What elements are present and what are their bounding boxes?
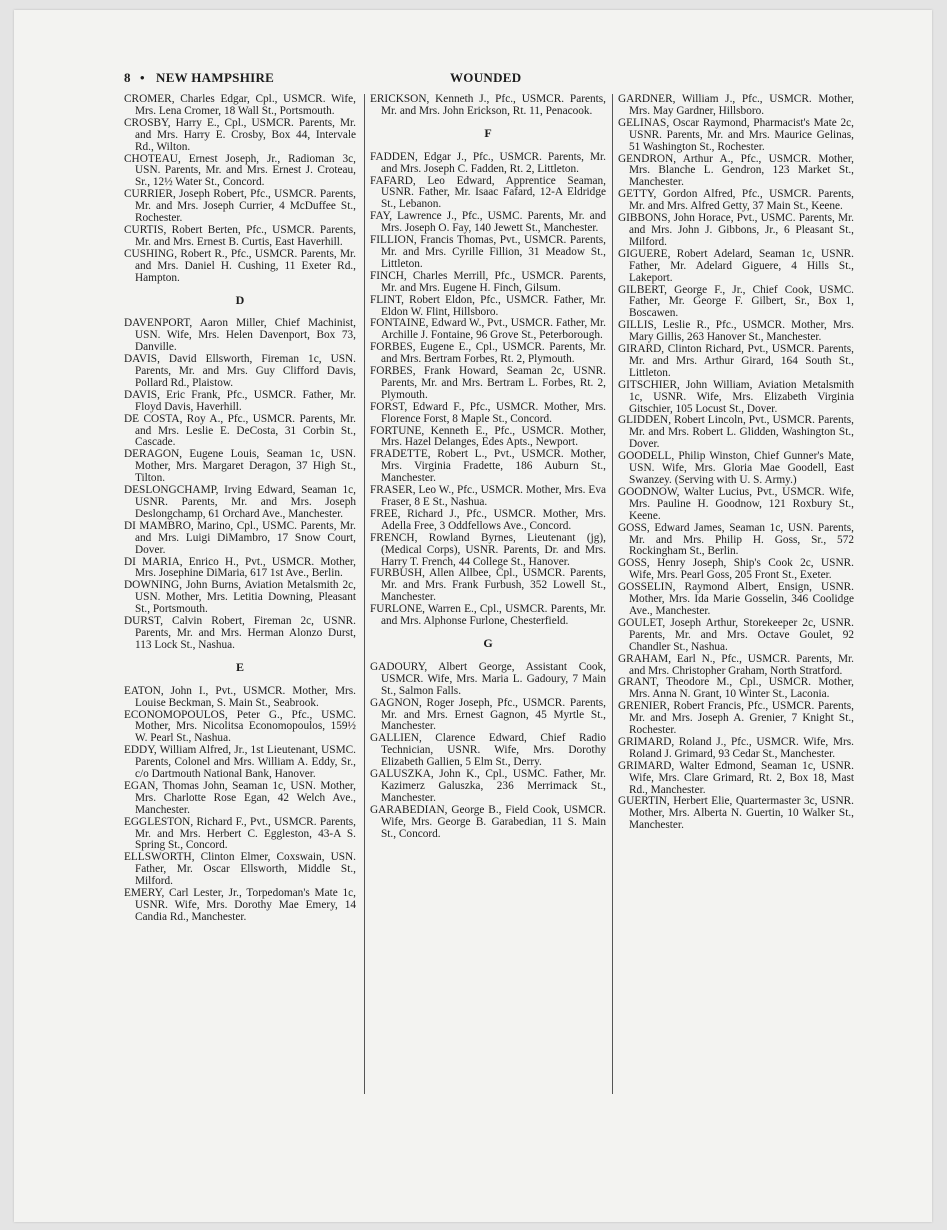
list-entry: GRANT, Theodore M., Cpl., USMCR. Mother, Mrs. Anna N. Grant, 10 Winter St., Laconia.	[618, 676, 854, 701]
list-entry: GOODELL, Philip Winston, Chief Gunner's Mate, USN. Wife, Mrs. Gloria Mae Goodell, East Swanzey. (Serving with U. S. Army.)	[618, 450, 854, 486]
list-entry: GILBERT, George F., Jr., Chief Cook, USMC. Father, Mr. George F. Gilbert, Sr., Box 1, Boscawen.	[618, 283, 854, 320]
section-letter: F	[484, 125, 492, 140]
list-entry: DESLONGCHAMP, Irving Edward, Seaman 1c, USNR. Parents, Mr. and Mrs. Joseph Deslongchamp, 61 Orchard Ave., Manchester.	[124, 484, 356, 520]
list-entry: FADDEN, Edgar J., Pfc., USMCR. Parents, Mr. and Mrs. Joseph C. Fadden, Rt. 2, Littleton.	[370, 150, 606, 175]
list-entry: CROSBY, Harry E., Cpl., USMCR. Parents, Mr. and Mrs. Harry E. Crosby, Box 44, Intervale Rd., Wilton.	[124, 116, 356, 153]
section-letter: D	[235, 292, 245, 307]
list-entry: DURST, Calvin Robert, Fireman 2c, USNR. Parents, Mr. and Mrs. Herman Alonzo Durst, 113 Lock St., Nashua.	[124, 615, 356, 651]
list-entry: GENDRON, Arthur A., Pfc., USMCR. Mother, Mrs. Blanche L. Gendron, 123 Market St., Manchester.	[618, 152, 854, 189]
column-divider	[612, 94, 613, 1094]
list-entry: DAVENPORT, Aaron Miller, Chief Machinist, USN. Wife, Mrs. Helen Davenport, Box 73, Danville.	[124, 317, 356, 354]
list-entry: EMERY, Carl Lester, Jr., Torpedoman's Mate 1c, USNR. Wife, Mrs. Dorothy Mae Emery, 14 Candia Rd., Manchester.	[124, 887, 356, 923]
list-entry: GITSCHIER, John William, Aviation Metalsmith 1c, USNR. Wife, Mrs. Elizabeth Virginia Gitschier, 105 Locust St., Dover.	[618, 378, 854, 415]
page-header	[124, 70, 852, 88]
list-entry: DERAGON, Eugene Louis, Seaman 1c, USN. Mother, Mrs. Margaret Deragon, 37 High St., Tilton.	[124, 448, 356, 485]
list-entry: DI MAMBRO, Marino, Cpl., USMC. Parents, Mr. and Mrs. Luigi DiMambro, 17 Snow Court, Dover.	[124, 519, 356, 556]
list-entry: CURRIER, Joseph Robert, Pfc., USMCR. Parents, Mr. and Mrs. Joseph Currier, 4 McDuffee St., Rochester.	[124, 188, 356, 225]
page-number: 8	[124, 70, 131, 85]
list-entry: DAVIS, Eric Frank, Pfc., USMCR. Father, Mr. Floyd Davis, Haverhill.	[124, 388, 356, 413]
list-entry: ERICKSON, Kenneth J., Pfc., USMCR. Parents, Mr. and Mrs. John Erickson, Rt. 11, Penacook.	[370, 94, 606, 117]
column-divider	[364, 94, 365, 1094]
list-entry: FRENCH, Rowland Byrnes, Lieutenant (jg), (Medical Corps), USNR. Parents, Dr. and Mrs. Harry T. French, 44 College St., Hanover.	[370, 531, 606, 568]
list-entry: FURLONE, Warren E., Cpl., USMCR. Parents, Mr. and Mrs. Alphonse Furlone, Chesterfield.	[370, 603, 606, 628]
list-entry: GLIDDEN, Robert Lincoln, Pvt., USMCR. Parents, Mr. and Mrs. Robert L. Glidden, Washington St., Dover.	[618, 414, 854, 451]
list-entry: GIGUERE, Robert Adelard, Seaman 1c, USNR. Father, Mr. Adelard Giguere, 4 Hills St., Lakeport.	[618, 247, 854, 284]
list-entry: FAFARD, Leo Edward, Apprentice Seaman, USNR. Father, Mr. Isaac Fafard, 12-A Eldridge St., Lebanon.	[370, 174, 606, 211]
list-entry: GRIMARD, Walter Edmond, Seaman 1c, USNR. Wife, Mrs. Clare Grimard, Rt. 2, Box 18, Mast Rd., Manchester.	[618, 759, 854, 796]
list-entry: DI MARIA, Enrico H., Pvt., USMCR. Mother, Mrs. Josephine DiMaria, 617 1st Ave., Berlin.	[124, 555, 356, 580]
list-entry: GOSS, Edward James, Seaman 1c, USN. Parents, Mr. and Mrs. Philip H. Goss, Sr., 572 Rockingham St., Berlin.	[618, 521, 854, 558]
list-entry: GETTY, Gordon Alfred, Pfc., USMCR. Parents, Mr. and Mrs. Alfred Getty, 37 Main St., Keene.	[618, 188, 854, 213]
list-entry: FAY, Lawrence J., Pfc., USMC. Parents, Mr. and Mrs. Joseph O. Fay, 140 Jewett St., Manchester.	[370, 210, 606, 235]
list-entry: EGGLESTON, Richard F., Pvt., USMCR. Parents, Mr. and Mrs. Herbert C. Eggleston, 43-A S. Spring St., Concord.	[124, 815, 356, 852]
list-entry: GARABEDIAN, George B., Field Cook, USMCR. Wife, Mrs. George B. Garabedian, 11 S. Main St., Concord.	[370, 803, 606, 840]
list-entry: GELINAS, Oscar Raymond, Pharmacist's Mate 2c, USNR. Parents, Mr. and Mrs. Maurice Gelinas, 51 Washington St., Rochester.	[618, 116, 854, 153]
list-entry: FORTUNE, Kenneth E., Pfc., USMCR. Mother, Mrs. Hazel Delanges, Edes Apts., Newport.	[370, 424, 606, 449]
list-entry: GADOURY, Albert George, Assistant Cook, USMCR. Wife, Mrs. Maria L. Gadoury, 7 Main St., Salmon Falls.	[370, 660, 606, 697]
column-2	[370, 94, 606, 1204]
list-entry: GOSSELIN, Raymond Albert, Ensign, USNR. Mother, Mrs. Ida Marie Gosselin, 346 Coolidge Ave., Manchester.	[618, 581, 854, 617]
list-entry: FORBES, Frank Howard, Seaman 2c, USNR. Parents, Mr. and Mrs. Bertram L. Forbes, Rt. 2, Plymouth.	[370, 365, 606, 401]
list-entry: CURTIS, Robert Berten, Pfc., USMCR. Parents, Mr. and Mrs. Ernest B. Curtis, East Haverhill.	[124, 223, 356, 248]
list-entry: GRIMARD, Roland J., Pfc., USMCR. Wife, Mrs. Roland J. Grimard, 93 Cedar St., Manchester.	[618, 735, 854, 760]
list-entry: FURBUSH, Allen Allbee, Cpl., USMCR. Parents, Mr. and Mrs. Frank Furbush, 352 Lowell St., Manchester.	[370, 567, 606, 604]
list-entry: EATON, John I., Pvt., USMCR. Mother, Mrs. Louise Beckman, S. Main St., Seabrook.	[124, 684, 356, 709]
list-entry: GIBBONS, John Horace, Pvt., USMC. Parents, Mr. and Mrs. John J. Gibbons, Jr., 6 Pleasant St., Milford.	[618, 212, 854, 248]
list-entry: GAGNON, Roger Joseph, Pfc., USMCR. Parents, Mr. and Mrs. Ernest Gagnon, 45 Myrtle St., Manchester.	[370, 696, 606, 733]
list-entry: GILLIS, Leslie R., Pfc., USMCR. Mother, Mrs. Mary Gillis, 263 Hanover St., Manchester.	[618, 319, 854, 344]
column-1	[124, 94, 356, 1204]
list-entry: GIRARD, Clinton Richard, Pvt., USMCR. Parents, Mr. and Mrs. Arthur Girard, 164 South St., Littleton.	[618, 343, 854, 379]
list-entry: GALLIEN, Clarence Edward, Chief Radio Technician, USNR. Wife, Mrs. Dorothy Elizabeth Gallien, 5 Elm St., Derry.	[370, 732, 606, 769]
list-entry: GRENIER, Robert Francis, Pfc., USMCR. Parents, Mr. and Mrs. Joseph A. Grenier, 7 Knight St., Rochester.	[618, 700, 854, 737]
list-entry: FORST, Edward F., Pfc., USMCR. Mother, Mrs. Florence Forst, 8 Maple St., Concord.	[370, 400, 606, 425]
list-entry: GUERTIN, Herbert Elie, Quartermaster 3c, USNR. Mother, Mrs. Alberta N. Guertin, 10 Walker St., Manchester.	[618, 795, 854, 832]
list-entry: CROMER, Charles Edgar, Cpl., USMCR. Wife, Mrs. Lena Cromer, 18 Wall St., Portsmouth.	[124, 94, 356, 117]
list-entry: EGAN, Thomas John, Seaman 1c, USN. Mother, Mrs. Charlotte Rose Egan, 42 Welch Ave., Manchester.	[124, 779, 356, 816]
list-entry: EDDY, William Alfred, Jr., 1st Lieutenant, USMC. Parents, Colonel and Mrs. William A. Eddy, Sr., c/o Dartmouth National Bank, Hanover.	[124, 744, 356, 781]
list-entry: FRADETTE, Robert L., Pvt., USMCR. Mother, Mrs. Virginia Fradette, 186 Auburn St., Manchester.	[370, 448, 606, 485]
section-letter: G	[483, 635, 493, 650]
list-entry: GOSS, Henry Joseph, Ship's Cook 2c, USNR. Wife, Mrs. Pearl Goss, 205 Front St., Exeter.	[618, 557, 854, 582]
list-entry: FREE, Richard J., Pfc., USMCR. Mother, Mrs. Adella Free, 3 Oddfellows Ave., Concord.	[370, 507, 606, 532]
list-entry: GALUSZKA, John K., Cpl., USMC. Father, Mr. Kazimerz Galuszka, 236 Merrimack St., Manchester.	[370, 768, 606, 804]
list-entry: FORBES, Eugene E., Cpl., USMCR. Parents, Mr. and Mrs. Bertram Forbes, Rt. 2, Plymouth.	[370, 341, 606, 366]
list-title: WOUNDED	[450, 70, 522, 85]
list-entry: FLINT, Robert Eldon, Pfc., USMCR. Father, Mr. Eldon W. Flint, Hillsboro.	[370, 293, 606, 318]
list-entry: GARDNER, William J., Pfc., USMCR. Mother, Mrs. May Gardner, Hillsboro.	[618, 94, 854, 117]
list-entry: GRAHAM, Earl N., Pfc., USMCR. Parents, Mr. and Mrs. Christopher Graham, North Stratford.	[618, 652, 854, 677]
list-entry: DE COSTA, Roy A., Pfc., USMCR. Parents, Mr. and Mrs. Leslie E. DeCosta, 31 Corbin St., Cascade.	[124, 412, 356, 449]
list-entry: FONTAINE, Edward W., Pvt., USMCR. Father, Mr. Archille J. Fontaine, 96 Grove St., Peterborough.	[370, 317, 606, 342]
list-entry: FILLION, Francis Thomas, Pvt., USMCR. Parents, Mr. and Mrs. Cyrille Fillion, 31 Meadow St., Littleton.	[370, 234, 606, 270]
list-entry: DAVIS, David Ellsworth, Fireman 1c, USN. Parents, Mr. and Mrs. Guy Clifford Davis, Pollard Rd., Plaistow.	[124, 353, 356, 389]
list-entry: FINCH, Charles Merrill, Pfc., USMCR. Parents, Mr. and Mrs. Eugene H. Finch, Gilsum.	[370, 269, 606, 294]
header-bullet: •	[140, 70, 145, 85]
list-entry: GOULET, Joseph Arthur, Storekeeper 2c, USNR. Parents, Mr. and Mrs. Octave Goulet, 92 Chandler St., Nashua.	[618, 616, 854, 653]
list-entry: FRASER, Leo W., Pfc., USMCR. Mother, Mrs. Eva Fraser, 8 E St., Nashua.	[370, 484, 606, 508]
column-3	[618, 94, 854, 1204]
list-entry: GOODNOW, Walter Lucius, Pvt., USMCR. Wife, Mrs. Pauline H. Goodnow, 121 Roxbury St., Keene.	[618, 485, 854, 522]
state-name: NEW HAMPSHIRE	[156, 70, 275, 85]
list-entry: CUSHING, Robert R., Pfc., USMCR. Parents, Mr. and Mrs. Daniel H. Cushing, 11 Exeter Rd., Hampton.	[124, 247, 356, 284]
list-entry: ECONOMOPOULOS, Peter G., Pfc., USMC. Mother, Mrs. Nicolitsa Economopoulos, 159½ W. Pearl St., Nashua.	[124, 708, 356, 745]
list-entry: DOWNING, John Burns, Aviation Metalsmith 2c, USN. Mother, Mrs. Letitia Downing, Pleasant St., Portsmouth.	[124, 579, 356, 616]
list-entry: ELLSWORTH, Clinton Elmer, Coxswain, USN. Father, Mr. Oscar Ellsworth, Middle St., Milford.	[124, 851, 356, 888]
section-letter: E	[235, 659, 244, 674]
list-entry: CHOTEAU, Ernest Joseph, Jr., Radioman 3c, USN. Parents, Mr. and Mrs. Ernest J. Croteau, Sr., 12½ Water St., Concord.	[124, 152, 356, 189]
